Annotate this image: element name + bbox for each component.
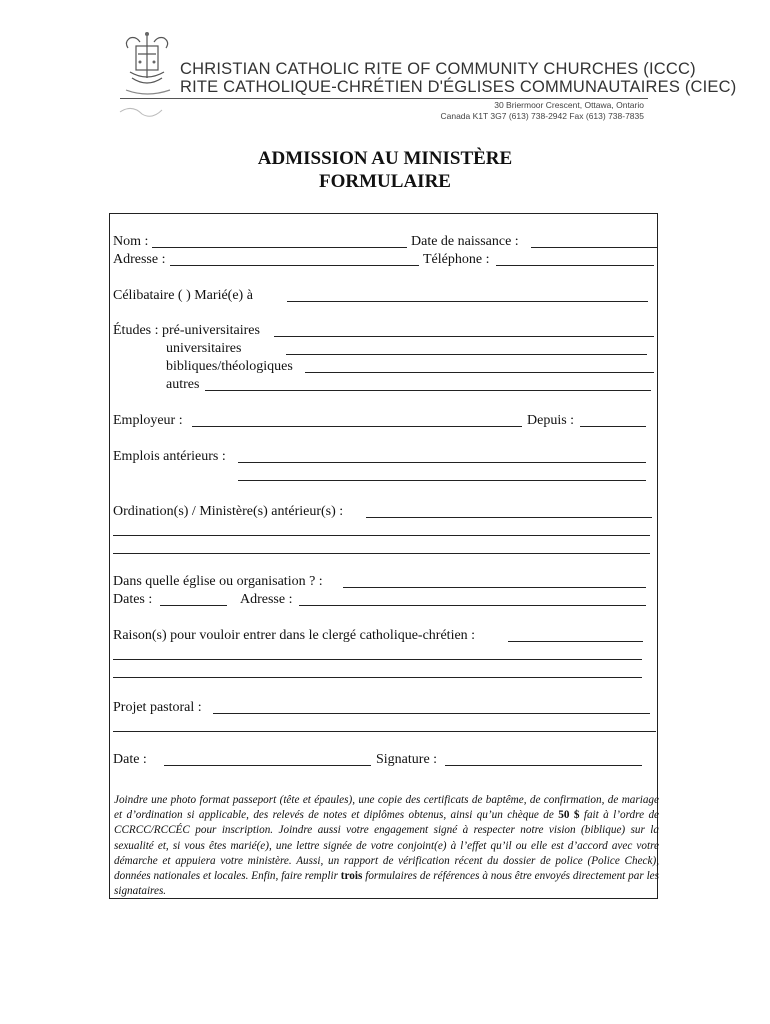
- depuis-field[interactable]: [580, 413, 646, 427]
- depuis-label: Depuis :: [527, 413, 575, 428]
- raisons-field-2[interactable]: [113, 646, 642, 660]
- projet-pastoral-field-1[interactable]: [213, 700, 650, 714]
- autres-field[interactable]: [205, 377, 651, 391]
- nom-label: Nom :: [113, 234, 149, 249]
- date-field[interactable]: [164, 752, 371, 766]
- marital-status-label: Célibataire ( ) Marié(e) à: [113, 288, 253, 303]
- organization-name-english: CHRISTIAN CATHOLIC RITE OF COMMUNITY CHURCHES (ICCC): [180, 60, 696, 78]
- note-amount: 50 $: [558, 809, 580, 822]
- ordinations-field-2[interactable]: [113, 522, 650, 536]
- eglise-label: Dans quelle église ou organisation ? :: [113, 574, 323, 589]
- pre-universitaires-field[interactable]: [274, 323, 654, 337]
- bibliques-field[interactable]: [305, 359, 654, 373]
- universitaires-field[interactable]: [286, 341, 647, 355]
- etudes-label: Études : pré-universitaires: [113, 323, 260, 338]
- employeur-label: Employeur :: [113, 413, 183, 428]
- universitaires-label: universitaires: [166, 341, 242, 356]
- header-divider: [120, 98, 648, 99]
- church-crest-logo: [118, 28, 178, 124]
- instructions-note: [114, 793, 659, 899]
- note-trois: trois: [340, 870, 363, 883]
- address-line-2: Canada K1T 3G7 (613) 738-2942 Fax (613) 738-7835: [440, 111, 644, 121]
- adresse-eglise-field[interactable]: [299, 592, 646, 606]
- projet-pastoral-label: Projet pastoral :: [113, 700, 202, 715]
- telephone-field[interactable]: [496, 252, 654, 266]
- form-subtitle: FORMULAIRE: [319, 171, 451, 192]
- adresse-label: Adresse :: [113, 252, 166, 267]
- signature-field[interactable]: [445, 752, 642, 766]
- raisons-field-3[interactable]: [113, 664, 642, 678]
- autres-label: autres: [166, 377, 200, 392]
- note-text-2: fait à l’ordre de CCRCC/RCCÉC pour inscription. Joindre aussi votre engagement signé à respecter notre vision (biblique) sur la sexualité et, si vous êtes marié(e), une lettre signée de votre conjoint(e) à l’effet qu’il ou elle est d’accord avec votre démarche et appuiera votre ministère. Aussi, un rapport de vérification récent du dossier de police (Police Check), données nationales et locales. Enfin, faire remplir: [114, 809, 660, 883]
- raisons-label: Raison(s) pour vouloir entrer dans le clergé catholique-chrétien :: [113, 628, 476, 643]
- ordinations-field-1[interactable]: [366, 504, 652, 518]
- organization-name-french: RITE CATHOLIQUE-CHRÉTIEN D'ÉGLISES COMMUNAUTAIRES (CIEC): [180, 78, 737, 96]
- emplois-anterieurs-field-1[interactable]: [238, 449, 646, 463]
- note-text-3: formulaires de références à nous être envoyés directement par les signataires.: [114, 870, 659, 898]
- dates-field[interactable]: [160, 592, 227, 606]
- date-naissance-field[interactable]: [531, 234, 657, 248]
- ordinations-label: Ordination(s) / Ministère(s) antérieur(s) :: [113, 504, 344, 519]
- emplois-anterieurs-label: Emplois antérieurs :: [113, 449, 226, 464]
- note-text-1: Joindre une photo format passeport (tête et épaules), une copie des certificats de baptême, de confirmation, de mariage et d’ordination si applicable, des relevés de notes et diplômes obtenus, ainsi qu’un chèque de: [114, 794, 659, 822]
- bibliques-label: bibliques/théologiques: [166, 359, 293, 374]
- date-label: Date :: [113, 752, 147, 767]
- form-title: ADMISSION AU MINISTÈRE: [257, 148, 513, 169]
- projet-pastoral-field-2[interactable]: [113, 718, 656, 732]
- raisons-field-1[interactable]: [508, 628, 643, 642]
- dates-label: Dates :: [113, 592, 153, 607]
- adresse-field[interactable]: [170, 252, 419, 266]
- signature-label: Signature :: [376, 752, 438, 767]
- address-line-1: 30 Briermoor Crescent, Ottawa, Ontario: [494, 100, 644, 110]
- ordinations-field-3[interactable]: [113, 540, 650, 554]
- nom-field[interactable]: [152, 234, 407, 248]
- eglise-field[interactable]: [343, 574, 646, 588]
- telephone-label: Téléphone :: [423, 252, 490, 267]
- adresse-eglise-label: Adresse :: [240, 592, 293, 607]
- employeur-field[interactable]: [192, 413, 522, 427]
- date-naissance-label: Date de naissance :: [411, 234, 519, 249]
- spouse-field[interactable]: [287, 288, 648, 302]
- emplois-anterieurs-field-2[interactable]: [238, 467, 646, 481]
